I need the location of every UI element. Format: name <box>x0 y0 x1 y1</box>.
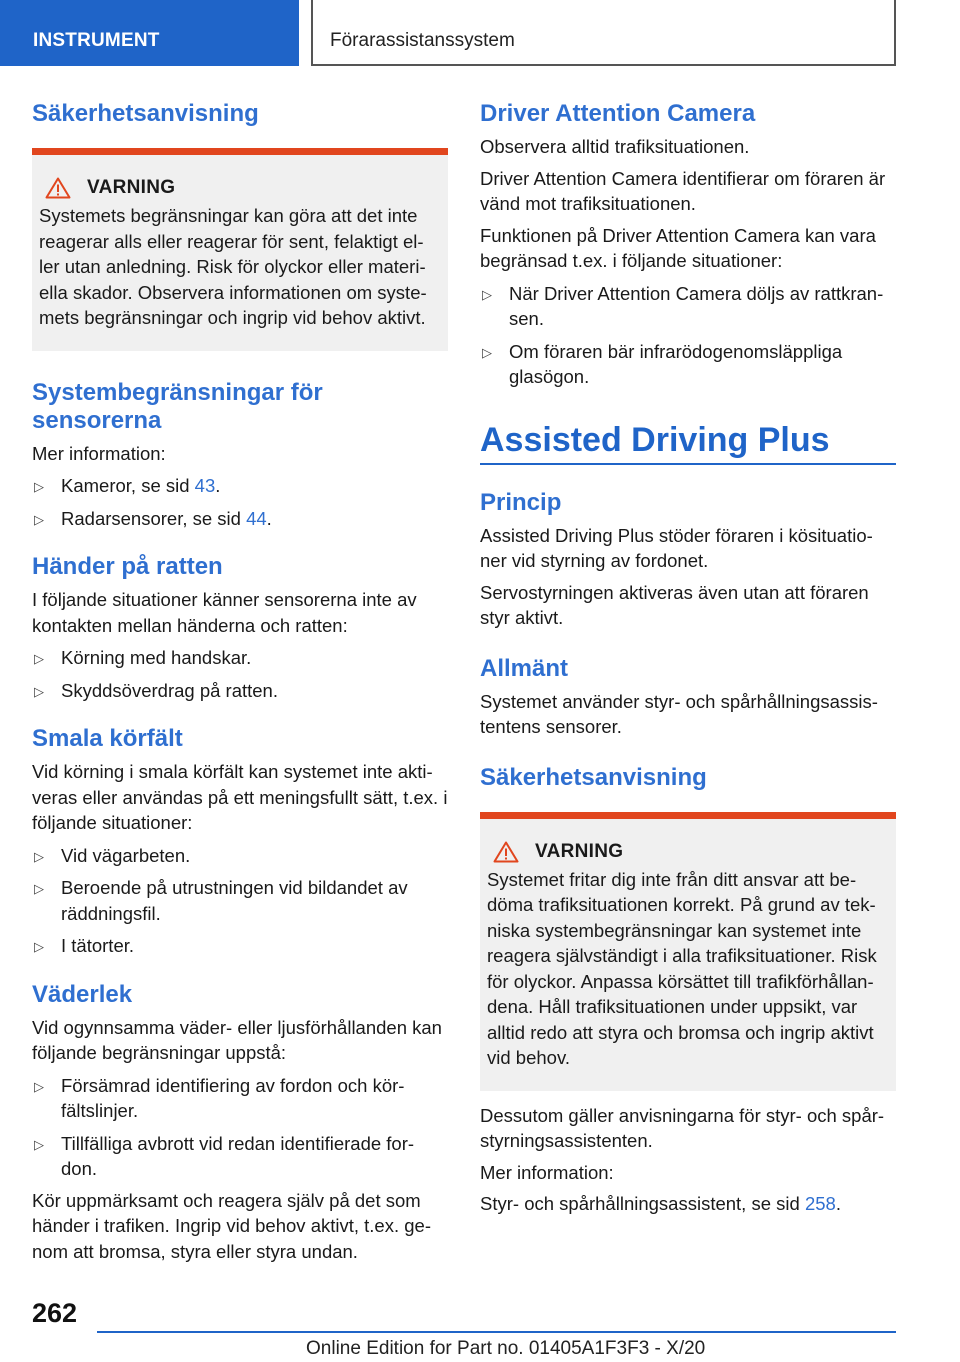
list-item: ▷ Om föraren bär infrarödogenomsläppliga glasögon. <box>482 340 843 387</box>
page-number: 262 <box>32 1298 78 1328</box>
safety-heading-left: Säkerhetsanvisning <box>32 100 259 127</box>
edition-text: Online Edition for Part no. 01405A1F3F3 - X/20 <box>306 1338 706 1359</box>
triangle-bullet-icon: ▷ <box>482 344 492 360</box>
triangle-bullet-icon: ▷ <box>34 511 44 527</box>
dac-heading: Driver Attention Camera <box>480 100 756 127</box>
warning-header <box>39 177 441 199</box>
warning-box-2 <box>480 812 896 1091</box>
lanes-heading: Smala körfält <box>32 725 183 752</box>
warning-box-1 <box>32 148 448 351</box>
left-column <box>32 100 448 1264</box>
triangle-bullet-icon: ▷ <box>34 1136 44 1152</box>
weather-advice: Kör uppmärksamt och reagera själv på det som händer i trafiken. Ingrip vid behov aktivt, t.ex. ge-nom att bromsa, styra eller styra undan. <box>32 1189 431 1262</box>
page-link[interactable]: 44 <box>246 507 267 529</box>
general-para: Systemet använder styr- och spårhållningsassis-tentens sensorer. <box>480 690 878 737</box>
lanes-text: Vid körning i smala körfält kan systemet inte akti-veras eller användas på ett meningsfullt sätt, t.ex. i följande situationer: <box>32 761 448 833</box>
adp-heading: Assisted Driving Plus <box>480 420 896 465</box>
list-item: ▷ I tätorter. <box>32 933 448 959</box>
more-info-label: Mer information: <box>32 442 166 464</box>
triangle-bullet-icon: ▷ <box>34 683 44 699</box>
list-item: ▷ Beroende på utrustningen vid bildandet av räddningsfil. <box>34 877 408 924</box>
list-item: ▷ Vid vägarbeten. <box>32 843 448 869</box>
principle-heading: Princip <box>480 488 562 516</box>
safety-heading-right: Säkerhetsanvisning <box>480 763 707 791</box>
limits-heading: Systembegränsningar för sensorerna <box>32 378 323 434</box>
page-link[interactable]: 258 <box>804 1193 836 1214</box>
hands-heading: Händer på ratten <box>32 553 223 580</box>
triangle-bullet-icon: ▷ <box>34 651 44 666</box>
list-item: ▷ När Driver Attention Camera döljs av rattkran-sen. <box>482 282 884 329</box>
triangle-bullet-icon: ▷ <box>34 1078 44 1094</box>
page-link[interactable]: 43 <box>194 475 216 496</box>
right-column <box>480 100 896 1217</box>
reference-para: Styr- och spårhållningsassistent, se sid 258. <box>480 1193 841 1214</box>
weather-text: Vid ogynnsamma väder- eller ljusförhållanden kan följande begränsningar uppstå: <box>32 1016 442 1063</box>
dac-para-1: Observera alltid trafiksituationen. <box>480 136 750 157</box>
list-item: ▷ Kameror, se sid 43. <box>32 473 448 499</box>
dac-para-2: Driver Attention Camera identifierar om föraren är vänd mot trafiksituationen. <box>480 167 886 214</box>
triangle-bullet-icon: ▷ <box>34 881 44 896</box>
list-item: ▷ Radarsensorer, se sid 44. <box>32 506 448 532</box>
list-item: ▷ Försämrad identifiering av fordon och kör-fältslinjer. <box>34 1074 405 1121</box>
principle-para-1: Assisted Driving Plus stöder föraren i kösituatio-ner vid styrning av fordonet. <box>480 524 873 571</box>
dac-para-3: Funktionen på Driver Attention Camera kan vara begränsad t.ex. i följande situationer: <box>480 224 876 271</box>
triangle-bullet-icon: ▷ <box>482 286 492 302</box>
warning-label: VARNING <box>535 840 624 862</box>
warning-label: VARNING <box>87 177 176 198</box>
triangle-bullet-icon: ▷ <box>34 848 44 864</box>
weather-heading: Väderlek <box>32 980 133 1008</box>
chapter-title: Förarassistanssystem <box>330 30 515 51</box>
chapter-header <box>311 0 896 66</box>
list-item: ▷ Skyddsöverdrag på ratten. <box>32 678 448 704</box>
list-item: ▷ Körning med handskar. <box>32 645 448 671</box>
warning-text: Systemets begränsningar kan göra att det inte reagerar alls eller reagerar för sent, felaktigt el-ler utan anledning. Risk för olyckor eller materi-ella skador. Observera informationen om syste-mets begränsningar och ingrip vid behov aktivt. <box>39 205 427 328</box>
principle-para-2: Servostyrningen aktiveras även utan att föraren styr aktivt. <box>480 581 869 628</box>
general-heading: Allmänt <box>480 654 569 682</box>
triangle-bullet-icon: ▷ <box>34 939 44 954</box>
warning-triangle-icon <box>45 177 71 199</box>
warning-text: Systemet fritar dig inte från ditt ansvar att be-döma trafiksituationen korrekt. På grund av tek-niska systembegränsningar kan systemet inte reagera självständigt i alla trafiksituationer. Risk för olyckor. Anpassa körsättet till trafikförhållan-dena. Håll trafiksituationen under uppsikt, var alltid redo att styra och bromsa och ingrip aktivt vid behov. <box>487 868 877 1068</box>
footer-divider <box>97 1331 896 1333</box>
also-para: Dessutom gäller anvisningarna för styr- och spår-styrningsassistenten. <box>480 1104 885 1151</box>
list-item: ▷ Tillfälliga avbrott vid redan identifierade for-don. <box>34 1132 415 1179</box>
warning-triangle-icon <box>493 841 519 863</box>
hands-text: I följande situationer känner sensorerna inte av kontakten mellan händerna och ratten: <box>32 589 417 636</box>
warning-header <box>487 841 889 863</box>
section-tab <box>0 0 299 66</box>
more-info-label: Mer information: <box>480 1161 614 1183</box>
section-title: INSTRUMENT <box>33 30 160 51</box>
triangle-bullet-icon: ▷ <box>34 479 44 494</box>
